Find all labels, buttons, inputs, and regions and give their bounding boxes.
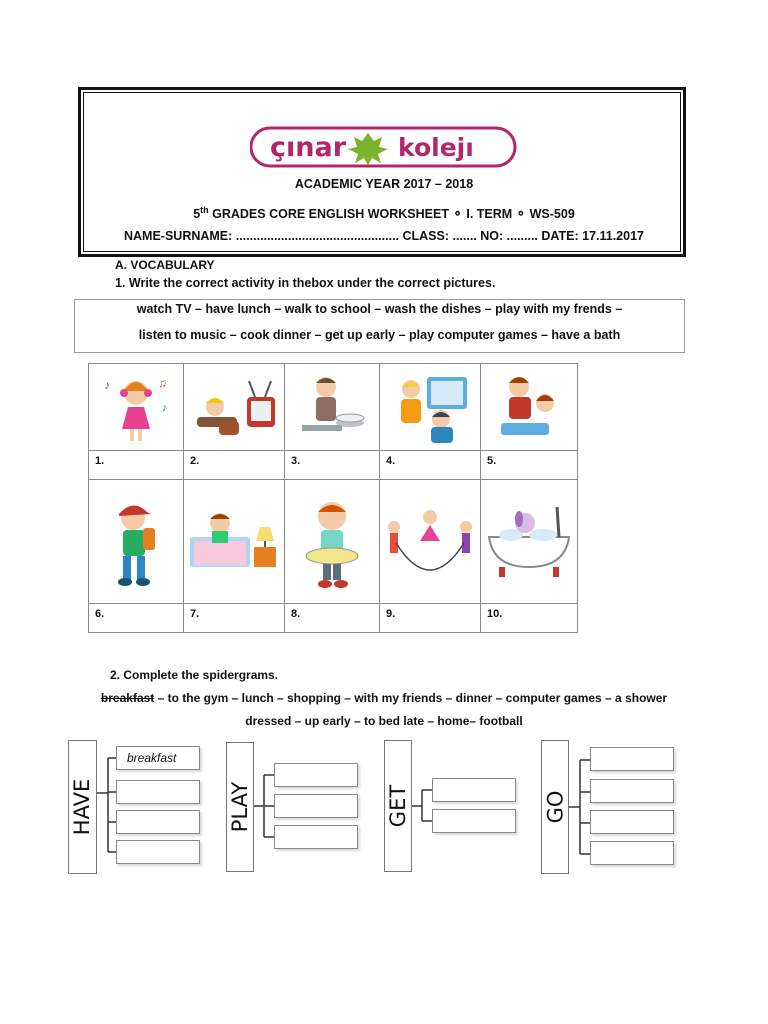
school-logo [250,125,518,169]
spidergram-go-label: GO [541,740,569,874]
word-line-1: watch TV – have lunch – walk to school – wash the dishes – play with my frends – [136,302,623,316]
picture-table [88,363,578,633]
picture-number: 10. [481,604,578,633]
school-boy-icon [101,492,171,592]
spidergram-have-label: HAVE [68,740,97,874]
jump-rope-icon [380,497,480,587]
spidergram-get-answer[interactable] [432,809,516,833]
worksheet-title: 5th GRADES CORE ENGLISH WORKSHEET ⚬ I. TERM ⚬ WS-509 [193,205,575,222]
picture-cell [481,364,578,451]
picture-cell [380,364,481,451]
spidergram-get-label: GET [384,740,412,872]
spidergram-go-answer[interactable] [590,779,674,803]
svg-text:♪: ♪ [162,402,168,414]
question-1: 1. Write the correct activity in thebox under the correct pictures. [115,276,496,290]
dishes-boy-icon [292,369,372,445]
spidergram-play-answer[interactable] [274,763,358,787]
spidergram-play-answer[interactable] [274,794,358,818]
lunch-boy-icon [297,492,367,592]
picture-number: 8. [285,604,380,633]
spider-words-line-2: dressed – up early – to bed late – home– football [245,714,523,728]
cooking-icon [489,369,569,445]
spidergram-have-answer[interactable]: breakfast [116,746,200,770]
question-2: 2. Complete the spidergrams. [110,668,279,682]
picture-cell [184,480,285,604]
spidergram-have-answer[interactable] [116,810,200,834]
spidergram-have-answer[interactable] [116,840,200,864]
word-line-2: listen to music – cook dinner – get up early – play computer games – have a bath [138,328,621,342]
academic-year: ACADEMIC YEAR 2017 – 2018 [294,177,474,191]
bath-dog-icon [481,497,577,587]
spidergram-go-answer[interactable] [590,747,674,771]
spider-words-line-1: breakfast – to the gym – lunch – shopping – with my friends – dinner – computer games – a shower [100,691,668,705]
svg-text:♫: ♫ [158,376,167,390]
svg-text:çınar: çınar [270,132,347,163]
picture-cell [89,364,184,451]
spidergram-play-label: PLAY [226,742,254,872]
section-a-title: A. VOCABULARY [115,258,215,272]
svg-text:♪: ♪ [104,378,110,392]
picture-cell [184,364,285,451]
spidergram-play-answer[interactable] [274,825,358,849]
spidergram-have-answer[interactable] [116,780,200,804]
bed-boy-icon [184,497,284,587]
computer-kids-icon [385,369,475,445]
picture-cell [89,480,184,604]
picture-number: 4. [380,451,481,480]
header-inner-border [83,92,681,252]
picture-number: 5. [481,451,578,480]
music-girl-icon [96,369,176,445]
picture-number: 1. [89,451,184,480]
spidergram-go-answer[interactable] [590,810,674,834]
picture-cell [285,480,380,604]
picture-number: 2. [184,451,285,480]
picture-cell [481,480,578,604]
spidergram-go-answer[interactable] [590,841,674,865]
picture-number: 6. [89,604,184,633]
picture-number: 9. [380,604,481,633]
picture-number: 7. [184,604,285,633]
tv-boy-icon [189,369,279,445]
picture-number: 3. [285,451,380,480]
picture-cell [380,480,481,604]
spidergram-get-answer[interactable] [432,778,516,802]
name-line: NAME-SURNAME: ............................................... CLASS: ....... NO: ......... DATE: 17.11.2017 [123,229,644,243]
svg-text:kolejı: kolejı [398,133,474,162]
picture-cell [285,364,380,451]
